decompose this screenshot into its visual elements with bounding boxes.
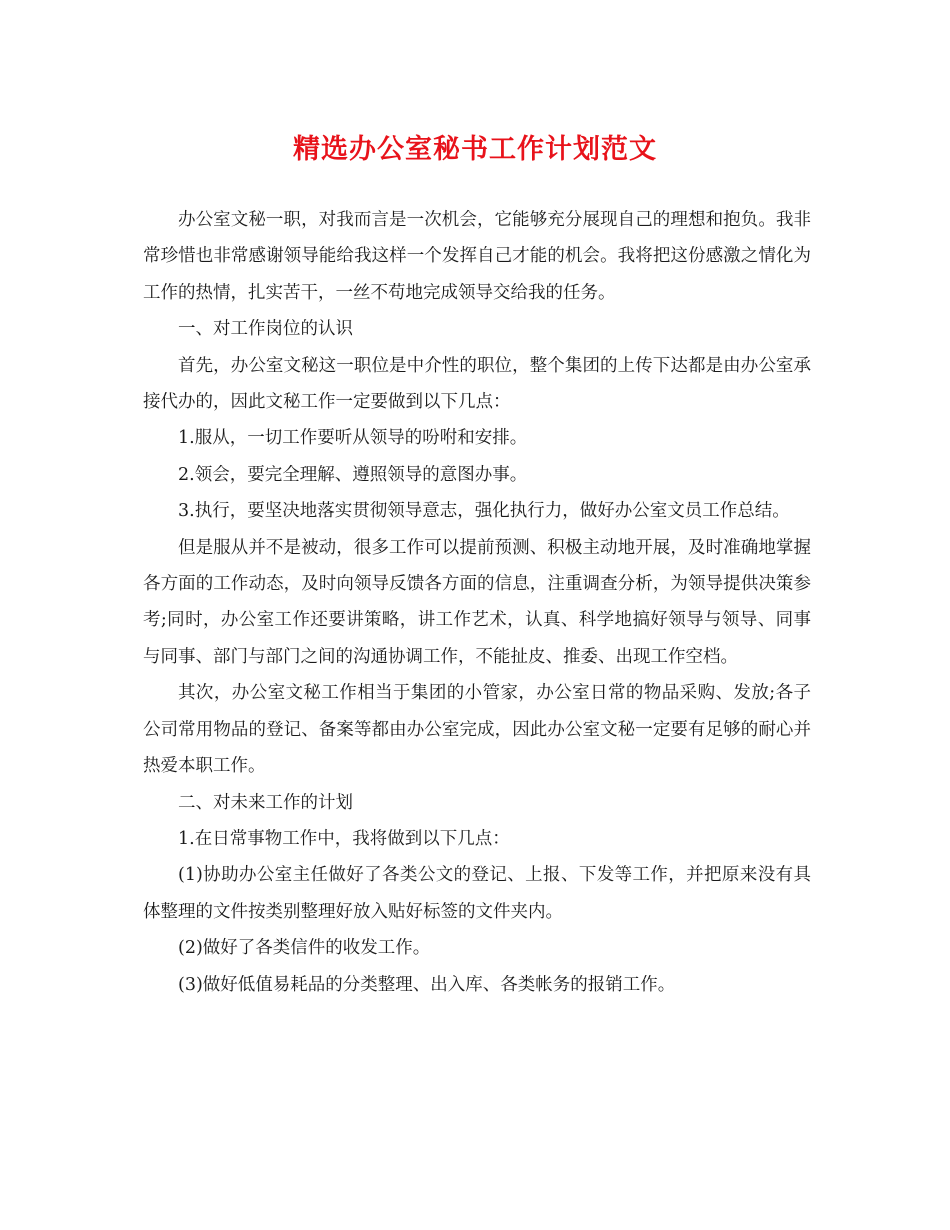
sub-list-item: (1)协助办公室主任做好了各类公文的登记、上报、下发等工作，并把原来没有具体整理的文件按类别整理好放入贴好标签的文件夹内。 xyxy=(143,865,811,922)
list-item: 1.服从，一切工作要听从领导的吩咐和安排。 xyxy=(178,428,528,449)
document-body xyxy=(143,202,811,1003)
sub-list-item: (3)做好低值易耗品的分类整理、出入库、各类帐务的报销工作。 xyxy=(178,974,676,995)
section-heading-2: 二、对未来工作的计划 xyxy=(178,792,353,813)
list-item: 3.执行，要坚决地落实贯彻领导意志，强化执行力，做好办公室文员工作总结。 xyxy=(178,501,790,522)
paragraph: 首先，办公室文秘这一职位是中介性的职位，整个集团的上传下达都是由办公室承接代办的，因此文秘工作一定要做到以下几点： xyxy=(143,355,811,413)
section-heading-1: 一、对工作岗位的认识 xyxy=(178,319,353,340)
paragraph: 但是服从并不是被动，很多工作可以提前预测、积极主动地开展，及时准确地掌握各方面的工作动态，及时向领导反馈各方面的信息，注重调查分析，为领导提供决策参考;同时，办公室工作还要讲策略，讲工作艺术，认真、科学地搞好领导与领导、同事与同事、部门与部门之间的沟通协调工作，不能扯皮、推委、出现工作空档。 xyxy=(143,537,811,667)
list-item: 2.领会，要完全理解、遵照领导的意图办事。 xyxy=(178,464,528,485)
paragraph: 其次，办公室文秘工作相当于集团的小管家，办公室日常的物品采购、发放;各子公司常用物品的登记、备案等都由办公室完成，因此办公室文秘一定要有足够的耐心并热爱本职工作。 xyxy=(143,683,811,777)
list-item: 1.在日常事物工作中，我将做到以下几点： xyxy=(178,828,510,849)
sub-list-item: (2)做好了各类信件的收发工作。 xyxy=(178,938,431,959)
paragraph-intro: 办公室文秘一职，对我而言是一次机会，它能够充分展现自己的理想和抱负。我非常珍惜也非常感谢领导能给我这样一个发挥自己才能的机会。我将把这份感激之情化为工作的热情，扎实苦干，一丝不苟地完成领导交给我的任务。 xyxy=(143,210,811,303)
document-title: 精选办公室秘书工作计划范文 xyxy=(293,134,657,165)
